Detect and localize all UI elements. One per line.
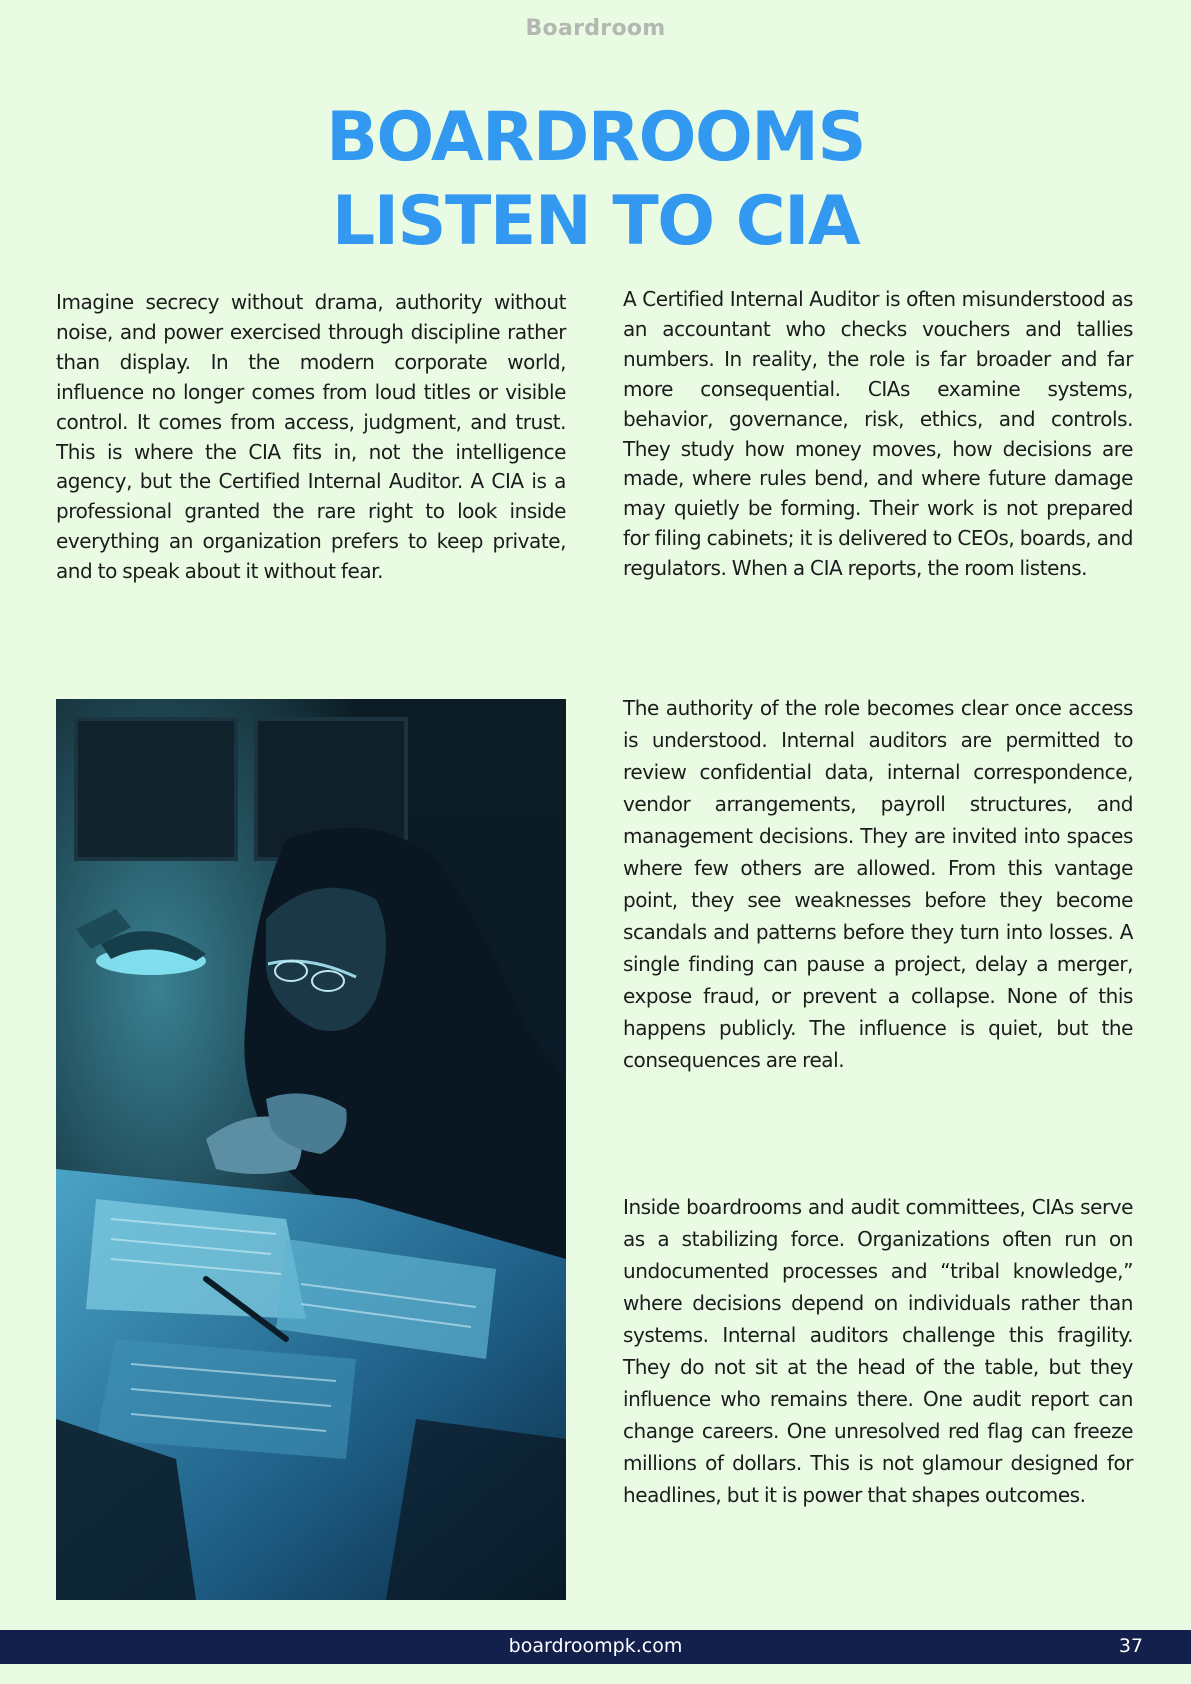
- article-title-line-2: LISTEN TO CIA: [331, 182, 860, 261]
- article-title-line-1: BOARDROOMS: [326, 98, 865, 177]
- page-number: 37: [1118, 1635, 1143, 1657]
- paragraph-boardrooms: Inside boardrooms and audit committees, CIAs serve as a stabilizing force. Organizations often run on undocumented processes and “tribal knowledge,” where decisions depend on individuals rather than systems. Internal auditors challenge this fragility. They do not sit at the head of the table, but they influence who remains there. One audit report can change careers. One unresolved red flag can freeze millions of dollars. This is not glamour designed for headlines, but it is power that shapes outcomes.: [623, 1195, 1133, 1507]
- running-header: Boardroom: [525, 16, 666, 41]
- auditor-photo: [56, 699, 566, 1600]
- paragraph-intro: Imagine secrecy without drama, authority without noise, and power exercised through discipline rather than display. In the modern corporate world, influence no longer comes from loud titles or visible control. It comes from access, judgment, and trust. This is where the CIA fits in, not the intelligence agency, but the Certified Internal Auditor. A CIA is a professional granted the rare right to look inside everything an organization prefers to keep private, and to speak about it without fear.: [56, 290, 566, 584]
- article-title: [0, 96, 1191, 264]
- footer-bar: [0, 1630, 1191, 1664]
- paragraph-authority: The authority of the role becomes clear once access is understood. Internal auditors are permitted to review confidential data, internal correspondence, vendor arrangements, payroll structures, and management decisions. They are invited into spaces where few others are allowed. From this vantage point, they see weaknesses before they become scandals and patterns before they turn into losses. A single finding can pause a project, delay a merger, expose fraud, or prevent a collapse. None of this happens publicly. The influence is quiet, but the consequences are real.: [623, 696, 1133, 1072]
- footer-website: boardroompk.com: [508, 1635, 683, 1657]
- paragraph-role: A Certified Internal Auditor is often misunderstood as an accountant who checks vouchers and tallies numbers. In reality, the role is far broader and far more consequential. CIAs examine systems, behavior, governance, risk, ethics, and controls. They study how money moves, how decisions are made, where rules bend, and where future damage may quietly be forming. Their work is not prepared for filing cabinets; it is delivered to CEOs, boards, and regulators. When a CIA reports, the room listens.: [623, 287, 1133, 581]
